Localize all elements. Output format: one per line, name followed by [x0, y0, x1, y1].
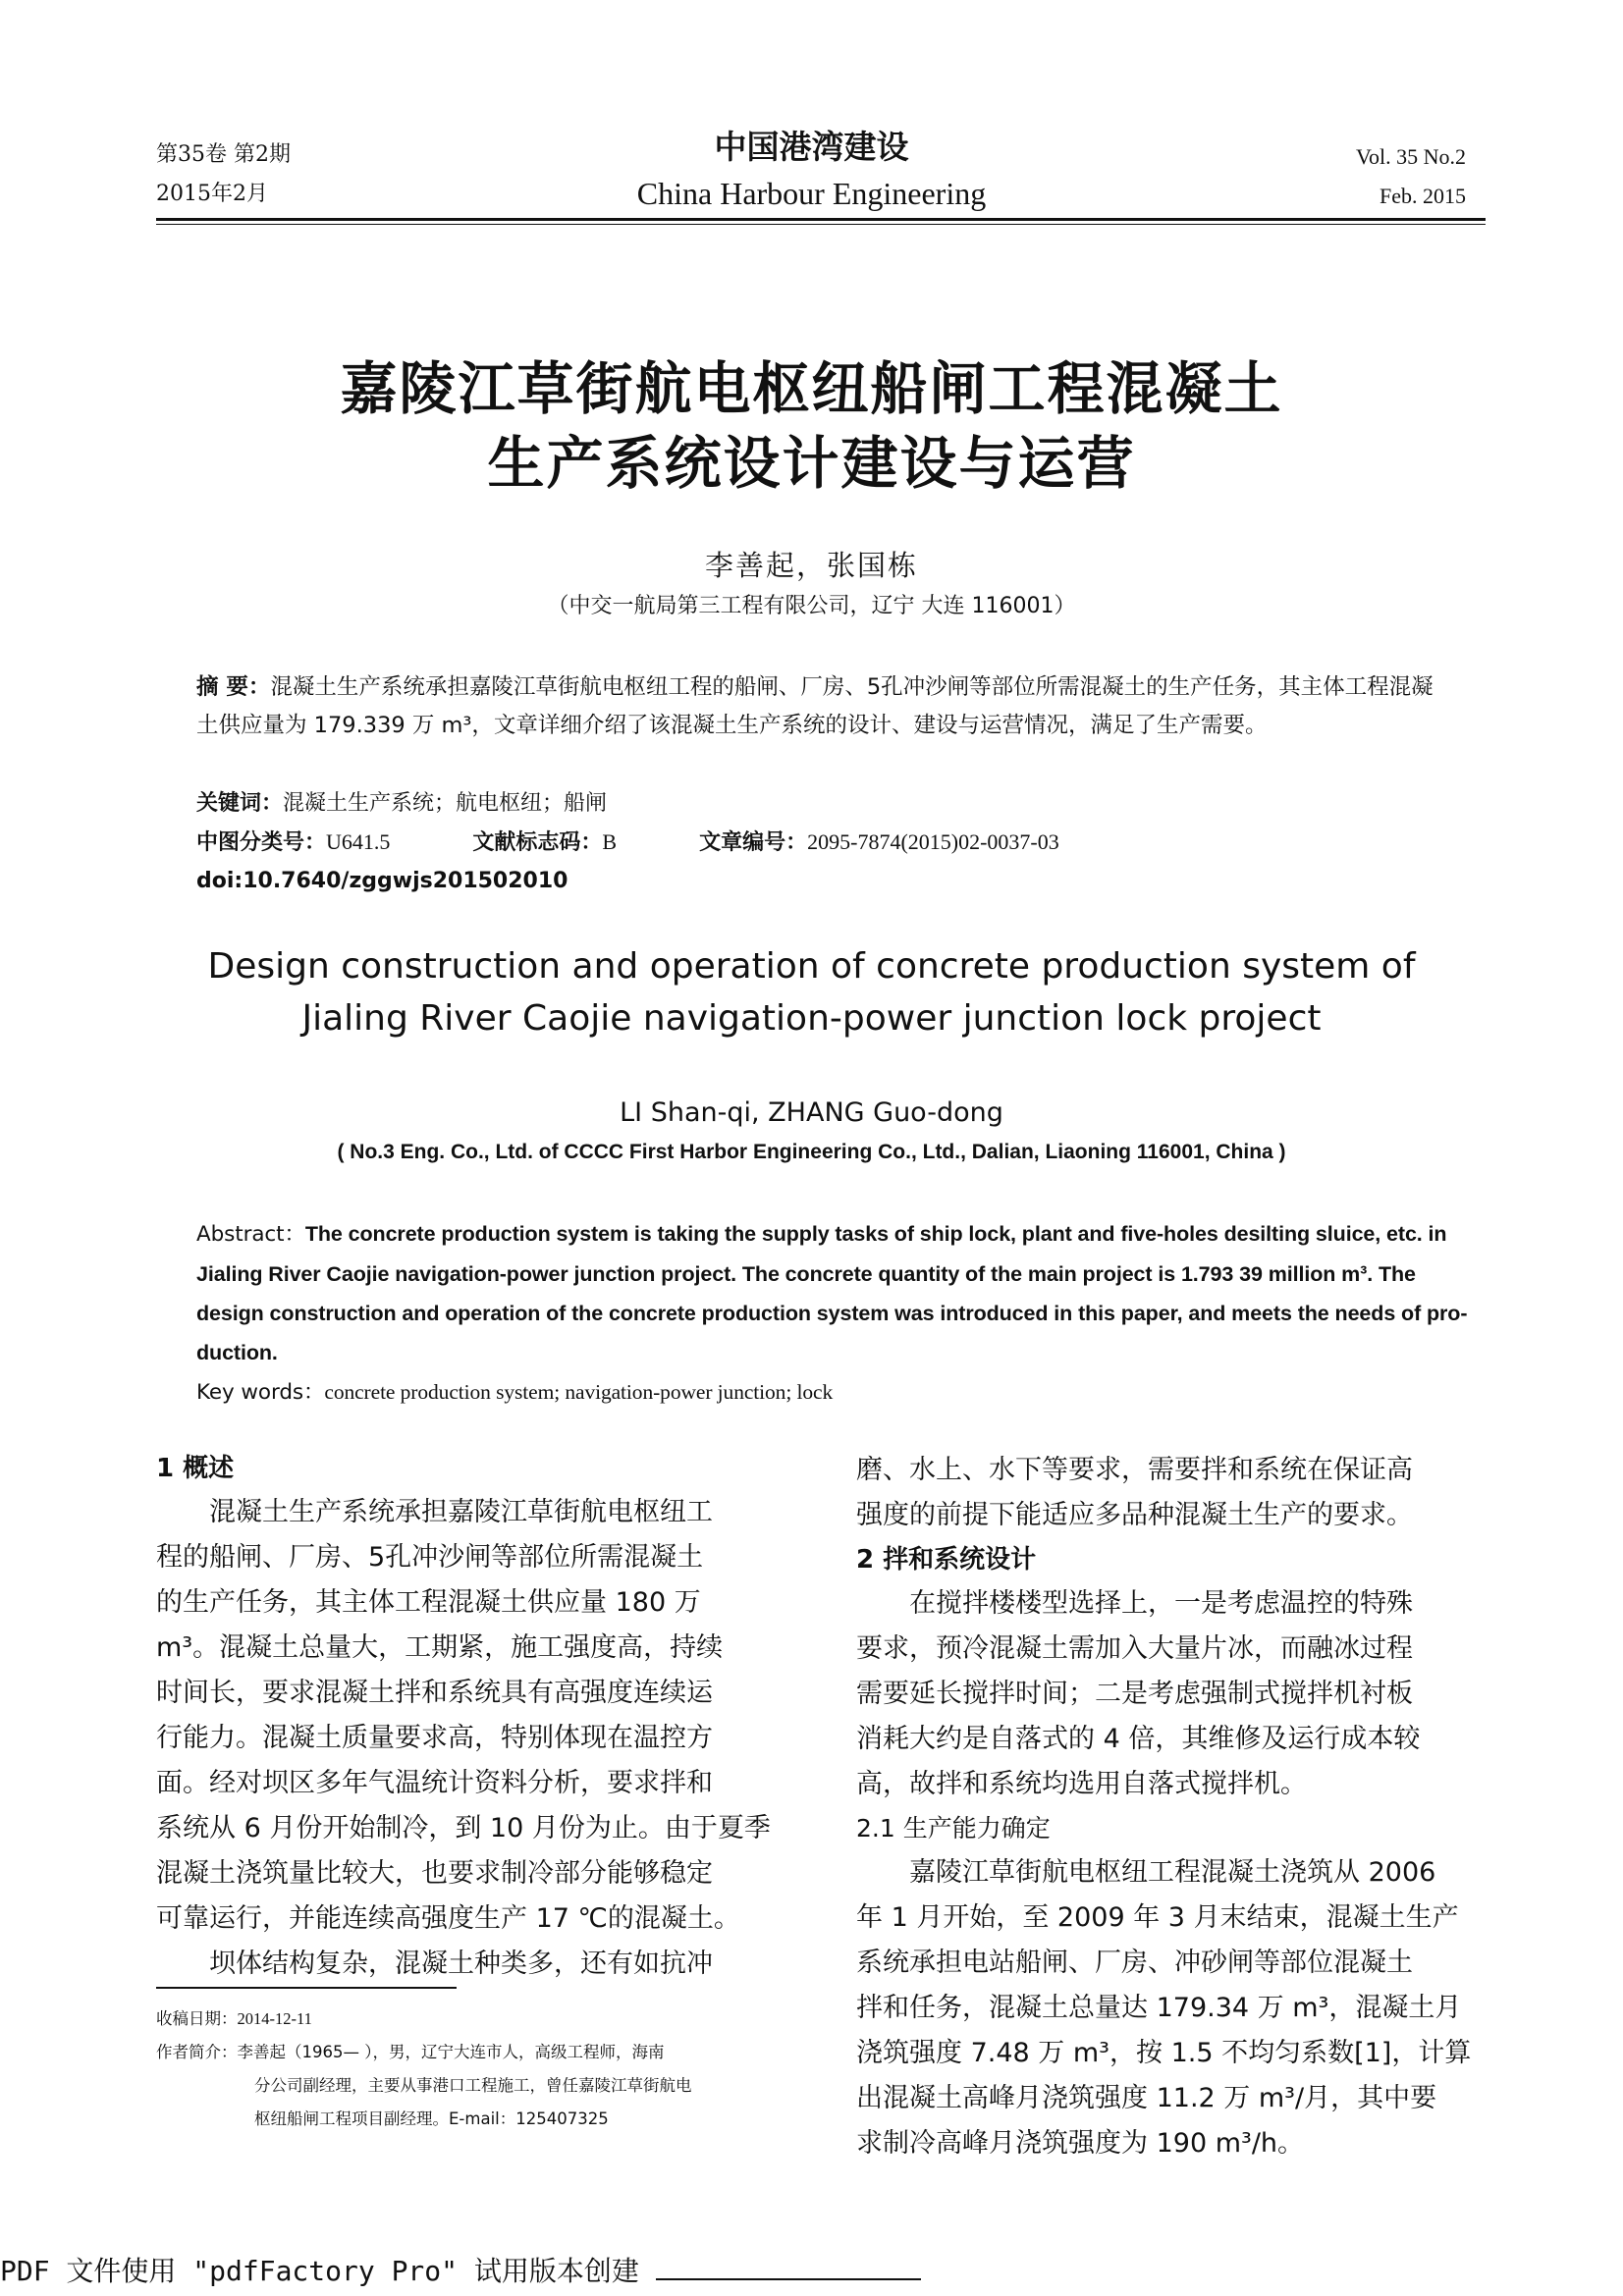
text-line: 求制冷高峰月浇筑强度为 190 m³/h。	[856, 2128, 1305, 2159]
left-column	[156, 1447, 780, 1987]
abstract-en-line3: design construction and operation of the concrete production system was introduced in this paper, and meets the needs of pro-	[196, 1302, 1468, 1325]
bio-line2: 分公司副经理，主要从事港口工程施工，曾任嘉陵江草街航电	[254, 2076, 692, 2095]
text-line: 系统承担电站船闸、厂房、冲砂闸等部位混凝土	[856, 1948, 1413, 1978]
pdf-watermark	[0, 2254, 921, 2289]
abstract-cn-text: 混凝土生产系统承担嘉陵江草街航电枢纽工程的船闸、厂房、5孔冲沙闸等部位所需混凝土的生产任务，其主体工程混凝土供应量为 179.339 万 m³，文章详细介绍了该混凝土生产系统的设计、建设与运营情况，满足了生产需要。	[196, 674, 1434, 738]
issue-volume-cn: 第35卷 第2期	[156, 142, 291, 167]
watermark-underline	[656, 2278, 921, 2280]
text-line: 出混凝土高峰月浇筑强度 11.2 万 m³/月，其中要	[856, 2083, 1437, 2113]
abstract-en-label: Abstract：	[196, 1222, 305, 1247]
text-line: 面。经对坝区多年气温统计资料分析，要求拌和	[156, 1768, 713, 1798]
text-line: 的生产任务，其主体工程混凝土供应量 180 万	[156, 1587, 701, 1618]
affiliation-cn: （中交一航局第三工程有限公司，辽宁 大连 116001）	[547, 594, 1076, 618]
doi: doi:10.7640/zggwjs201502010	[196, 869, 568, 893]
article-number-value: 2095-7874(2015)02-0037-03	[807, 829, 1059, 854]
bio-line1: 李善起（1965— ），男，辽宁大连市人，高级工程师，海南	[237, 2043, 665, 2061]
section-2-1-heading: 2.1 生产能力确定	[856, 1814, 1051, 1842]
footnote	[156, 2002, 794, 2136]
text-line: 行能力。混凝土质量要求高，特别体现在温控方	[156, 1723, 713, 1753]
section-1-paragraph-2: 坝体结构复杂，混凝土种类多，还有如抗冲	[209, 1949, 713, 1979]
text-line: 在搅拌楼楼型选择上，一是考虑温控的特殊	[909, 1588, 1413, 1619]
text-line: 高，故拌和系统均选用自落式搅拌机。	[856, 1769, 1307, 1799]
abstract-en-line2: Jialing River Caojie navigation-power junction project. The concrete quantity of the main project is 1.793 39 million m³. The	[196, 1262, 1416, 1286]
paper-title-cn-line2: 生产系统设计建设与运营	[487, 430, 1136, 497]
received-date: 2014-12-11	[237, 2009, 312, 2028]
text-line: 磨、水上、水下等要求，需要拌和系统在保证高	[856, 1455, 1413, 1485]
footnote-rule	[156, 1987, 457, 1989]
header-rule-thick	[156, 218, 1486, 221]
text-line: 混凝土浇筑量比较大，也要求制冷部分能够稳定	[156, 1858, 713, 1889]
article-number-label: 文章编号：	[699, 830, 808, 855]
section-1-paragraph-1	[156, 1490, 780, 1942]
keywords-en-label: Key words：	[196, 1380, 325, 1405]
paper-title-en-line2: Jialing River Caojie navigation-power junction lock project	[301, 998, 1322, 1039]
text-line: 强度的前提下能适应多品种混凝土生产的要求。	[856, 1500, 1413, 1530]
paper-title-cn-line1: 嘉陵江草街航电枢纽船闸工程混凝土	[340, 355, 1283, 422]
section-2-paragraph	[856, 1581, 1485, 1807]
text-line: 年 1 月开始，至 2009 年 3 月末结束，混凝土生产	[856, 1902, 1459, 1933]
text-line: 消耗大约是自落式的 4 倍，其维修及运行成本较	[856, 1724, 1421, 1754]
authors-en: LI Shan-qi, ZHANG Guo-dong	[620, 1097, 1003, 1128]
doc-code-label: 文献标志码：	[472, 830, 603, 855]
issue-date-cn: 2015年2月	[156, 182, 268, 206]
text-line: 时间长，要求混凝土拌和系统具有高强度连续运	[156, 1678, 713, 1708]
classification-line	[196, 825, 1448, 861]
text-line: 可靠运行，并能连续高强度生产 17 ℃的混凝土。	[156, 1903, 740, 1934]
keywords-en-text: concrete production system; navigation-power junction; lock	[324, 1380, 834, 1404]
pdf-watermark-text: PDF 文件使用 "pdfFactory Pro" 试用版本创建	[0, 2255, 656, 2287]
bio-label: 作者简介：	[156, 2043, 238, 2061]
text-line: 浇筑强度 7.48 万 m³，按 1.5 不均匀系数[1]，计算	[856, 2038, 1472, 2068]
header-rule-thin	[156, 224, 1486, 225]
section-2-1-paragraph	[856, 1850, 1485, 2166]
bio-line3: 枢纽船闸工程项目副经理。E-mail：125407325	[254, 2109, 609, 2128]
affiliation-en: ( No.3 Eng. Co., Ltd. of CCCC First Harbor Engineering Co., Ltd., Dalian, Liaoning 116001, China )	[337, 1141, 1286, 1163]
issue-date-en: Feb. 2015	[1380, 184, 1466, 208]
paper-title-en-line1: Design construction and operation of concrete production system of	[207, 946, 1416, 987]
keywords-cn-text: 混凝土生产系统；航电枢纽；船闸	[283, 791, 608, 816]
text-line: 嘉陵江草街航电枢纽工程混凝土浇筑从 2006	[909, 1857, 1436, 1888]
section-1-heading: 1 概述	[156, 1454, 235, 1483]
issue-volume-en: Vol. 35 No.2	[1355, 144, 1466, 169]
text-line: 需要延长搅拌时间；二是考虑强制式搅拌机衬板	[856, 1679, 1413, 1709]
abstract-en	[196, 1214, 1468, 1413]
section-2-heading: 2 拌和系统设计	[856, 1545, 1037, 1575]
doc-code-value: B	[602, 829, 618, 854]
abstract-en-line1: The concrete production system is taking the supply tasks of ship lock, plant and five-holes desilting sluice, etc. in	[304, 1222, 1447, 1246]
clc-label: 中图分类号：	[196, 830, 327, 855]
continued-paragraph	[856, 1448, 1485, 1538]
text-line: 系统从 6 月份开始制冷，到 10 月份为止。由于夏季	[156, 1813, 771, 1843]
right-column	[856, 1448, 1485, 2166]
keywords-cn-label: 关键词：	[196, 791, 284, 816]
authors-cn: 李善起，张国栋	[704, 549, 918, 582]
text-line: 要求，预冷混凝土需加入大量片冰，而融冰过程	[856, 1633, 1413, 1664]
text-line: 拌和任务，混凝土总量达 179.34 万 m³，混凝土月	[856, 1993, 1462, 2023]
text-line: 混凝土生产系统承担嘉陵江草街航电枢纽工	[209, 1497, 713, 1527]
text-line: 程的船闸、厂房、5孔冲沙闸等部位所需混凝土	[156, 1542, 704, 1573]
abstract-cn	[196, 668, 1448, 745]
abstract-cn-label: 摘 要：	[196, 674, 271, 700]
journal-title-en: China Harbour Engineering	[636, 176, 987, 211]
received-label: 收稿日期：	[156, 2009, 238, 2028]
journal-title-cn: 中国港湾建设	[714, 128, 909, 166]
keywords-cn	[196, 786, 607, 822]
clc-value: U641.5	[326, 829, 391, 854]
text-line: m³。混凝土总量大，工期紧，施工强度高，持续	[156, 1632, 724, 1663]
abstract-en-line4: duction.	[196, 1341, 278, 1364]
